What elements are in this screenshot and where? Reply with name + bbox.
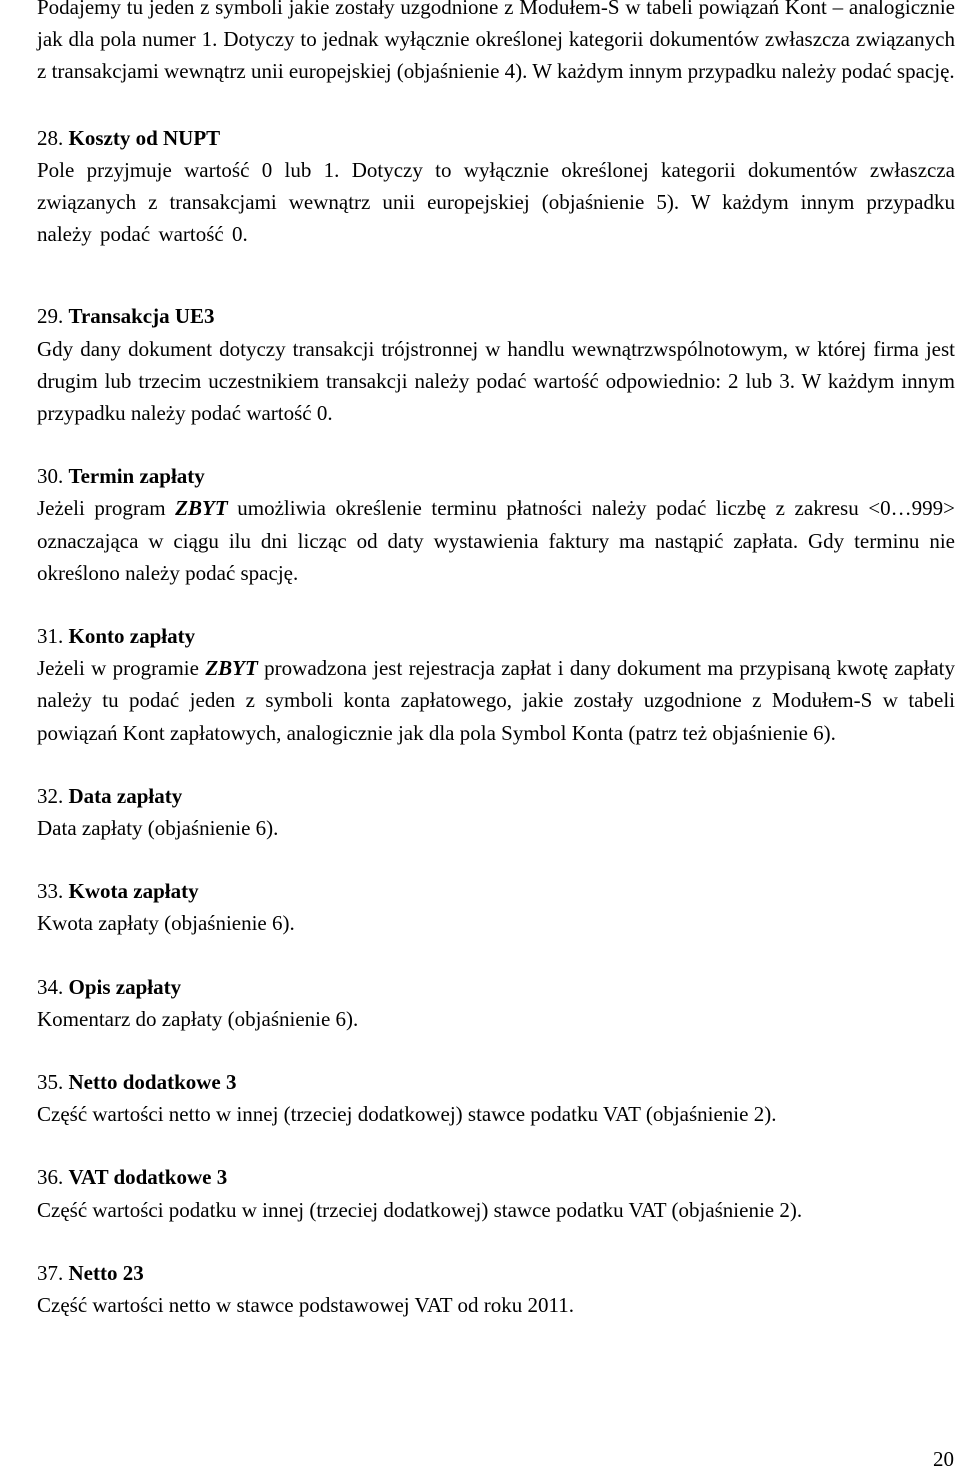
section-body xyxy=(37,1098,955,1130)
body-text: umożliwia określenie terminu płatności należy podać liczbę z zakresu <0…999> oznaczająca w ciągu ilu dni licząc od daty wystawienia faktury ma nastąpić zapłata. Gdy terminu nie określono należy podać spację. xyxy=(37,496,955,585)
section-body xyxy=(37,652,955,749)
program-name: ZBYT xyxy=(205,656,258,681)
section-title: Data zapłaty xyxy=(68,783,183,808)
section-33 xyxy=(37,875,955,939)
section-number: 28. xyxy=(37,125,64,150)
section-body xyxy=(37,907,955,939)
section-body xyxy=(37,492,955,589)
section-29 xyxy=(37,300,955,429)
section-heading xyxy=(37,1257,955,1289)
body-text: Część wartości podatku w innej (trzeciej dodatkowej) stawce podatku VAT (objaśnienie 2). xyxy=(37,1197,803,1222)
section-title: Kwota zapłaty xyxy=(68,879,199,904)
section-heading xyxy=(37,971,955,1003)
section-title: Netto 23 xyxy=(68,1260,144,1285)
body-text: Data zapłaty (objaśnienie 6). xyxy=(37,816,279,841)
section-number: 33. xyxy=(37,879,64,904)
section-35 xyxy=(37,1066,955,1130)
body-text: prowadzona jest rejestracja zapłat i dany dokument ma przypisaną kwotę zapłaty należy tu podać jeden z symboli konta zapłatowego, jakie zostały uzgodnione z Modułem-S w tabeli powiązań Kont zapłatowych, analogicznie jak dla pola Symbol Konta (patrz też objaśnienie 6). xyxy=(37,656,955,745)
section-title: Koszty od NUPT xyxy=(68,125,221,150)
section-number: 35. xyxy=(37,1070,64,1095)
section-body xyxy=(37,1003,955,1035)
section-heading xyxy=(37,620,955,652)
section-body xyxy=(37,333,955,430)
body-text: Jeżeli program xyxy=(37,496,176,521)
section-title: Konto zapłaty xyxy=(68,624,196,649)
section-30 xyxy=(37,460,955,589)
program-name: ZBYT xyxy=(175,496,228,521)
section-title: Opis zapłaty xyxy=(68,974,182,999)
section-heading xyxy=(37,780,955,812)
section-31 xyxy=(37,620,955,749)
body-text: Pole przyjmuje wartość 0 lub 1. Dotyczy to wyłącznie określonej kategorii dokumentów zwłaszcza związanych z transakcjami wewnątrz unii europejskiej (objaśnienie 5). W każdym innym przypadku należy podać wartość 0. xyxy=(37,157,955,247)
section-title: Termin zapłaty xyxy=(68,464,205,489)
body-text: Kwota zapłaty (objaśnienie 6). xyxy=(37,911,295,936)
section-heading xyxy=(37,875,955,907)
section-body xyxy=(37,154,955,251)
section-number: 37. xyxy=(37,1260,64,1285)
section-32 xyxy=(37,780,955,844)
intro-paragraph: Podajemy tu jeden z symboli jakie zostały uzgodnione z Modułem-S w tabeli powiązań Kont – analogicznie jak dla pola numer 1. Dotyczy to jednak wyłącznie określonej kategorii dokumentów zwłaszcza związanych z transakcjami wewnątrz unii europejskiej (objaśnienie 4). W każdym innym przypadku należy podać spację. xyxy=(37,0,955,84)
section-28 xyxy=(37,122,955,251)
section-heading xyxy=(37,460,955,492)
section-number: 30. xyxy=(37,464,64,489)
section-title: Netto dodatkowe 3 xyxy=(68,1070,237,1095)
section-body xyxy=(37,1194,955,1226)
document-page xyxy=(37,0,955,1321)
section-body xyxy=(37,812,955,844)
section-37 xyxy=(37,1257,955,1321)
body-text: Gdy dany dokument dotyczy transakcji trójstronnej w handlu wewnątrzwspólnotowym, w której firma jest drugim lub trzecim uczestnikiem transakcji należy podać wartość odpowiednio: 2 lub 3. W każdym innym przypadku należy podać wartość 0. xyxy=(37,336,955,426)
section-heading xyxy=(37,1066,955,1098)
body-text: Jeżeli w programie xyxy=(37,656,206,681)
section-34 xyxy=(37,971,955,1035)
section-36 xyxy=(37,1161,955,1225)
section-body xyxy=(37,1289,955,1321)
body-text: Część wartości netto w stawce podstawowej VAT od roku 2011. xyxy=(37,1293,574,1318)
body-text: Część wartości netto w innej (trzeciej dodatkowej) stawce podatku VAT (objaśnienie 2). xyxy=(37,1102,777,1127)
section-number: 36. xyxy=(37,1165,64,1190)
section-heading xyxy=(37,122,955,154)
section-number: 34. xyxy=(37,974,64,999)
section-heading xyxy=(37,1161,955,1193)
section-title: Transakcja UE3 xyxy=(68,304,215,329)
section-number: 32. xyxy=(37,783,64,808)
page-number: 20 xyxy=(933,1447,954,1471)
section-number: 29. xyxy=(37,304,64,329)
section-heading xyxy=(37,300,955,332)
section-title: VAT dodatkowe 3 xyxy=(68,1165,228,1190)
body-text: Komentarz do zapłaty (objaśnienie 6). xyxy=(37,1006,359,1031)
section-number: 31. xyxy=(37,624,64,649)
